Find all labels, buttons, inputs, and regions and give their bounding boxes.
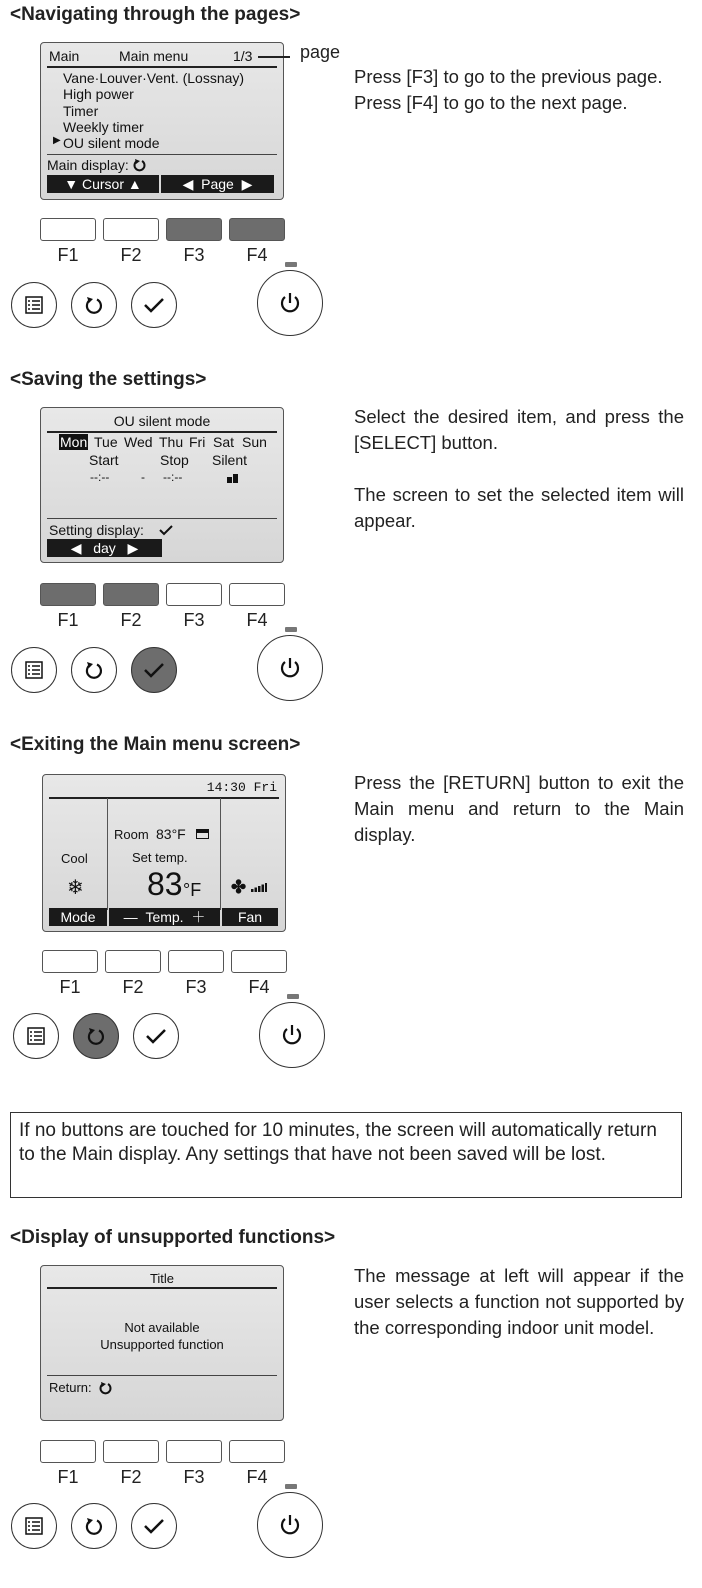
status-led [285,1484,297,1489]
lcd-bar-mode: Mode [49,908,107,926]
page-callout-line [258,56,290,58]
f4-button[interactable] [231,950,287,973]
f2-label: F2 [120,1467,142,1487]
menu-list-icon [25,296,43,314]
fan-speed-icon [251,883,267,892]
lcd-footer: Return: [49,1380,92,1395]
select-button[interactable] [131,282,177,328]
lcd-bar-temp: — Temp. ＋ [109,908,220,926]
f3-label: F3 [183,610,205,630]
lcd-left-title: Main [49,48,80,64]
day-fri: Fri [189,434,206,450]
lcd-title: OU silent mode [113,413,211,429]
menu-item: Timer [63,103,99,119]
section-heading-unsupported: <Display of unsupported functions> [10,1227,336,1248]
check-icon [142,1516,166,1536]
lcd-page-indicator: 1/3 [233,48,253,64]
power-button[interactable] [259,1002,325,1068]
lcd-bar-day: ◀ day ▶ [47,539,162,557]
return-icon [84,1516,104,1536]
status-led [285,627,297,632]
f1-label: F1 [59,977,81,997]
f1-button[interactable] [40,1440,96,1463]
set-temp-value: 83 [147,866,183,902]
day-sat: Sat [213,434,235,450]
set-temp-label: Set temp. [132,850,188,865]
mode-label: Cool [61,851,88,866]
f2-button[interactable] [103,1440,159,1463]
day-wed: Wed [124,434,153,450]
lcd-divider [220,798,221,910]
menu-item: High power [63,86,134,102]
f2-button[interactable] [103,218,159,241]
lcd-time: 14:30 Fri [206,780,277,795]
f1-button[interactable] [40,218,96,241]
lcd-bar-page: ◀ Page ▶ [161,175,274,193]
section-description: The message at left will appear if the user selects a function not supported by the corresponding indoor unit model. [354,1265,684,1338]
f3-button[interactable] [168,950,224,973]
f1-button[interactable] [40,583,96,606]
power-button[interactable] [257,1492,323,1558]
start-time: --:-- [90,470,110,484]
power-icon [277,1512,303,1538]
lcd-main-display [42,774,286,932]
f2-button[interactable] [103,583,159,606]
day-tue: Tue [94,434,118,450]
f1-button[interactable] [42,950,98,973]
day-thu: Thu [159,434,184,450]
menu-button[interactable] [11,1503,57,1549]
lcd-divider [107,798,108,910]
return-icon [86,1026,106,1046]
f3-button[interactable] [166,218,222,241]
menu-item-selected: OU silent mode [63,135,160,151]
f2-button[interactable] [105,950,161,973]
day-sun: Sun [242,434,267,450]
power-button[interactable] [257,270,323,336]
f4-button[interactable] [229,1440,285,1463]
f4-label: F4 [248,977,270,997]
lcd-title: Main menu [119,48,189,64]
f3-label: F3 [183,245,205,265]
page-callout-label: page [300,42,341,62]
return-button[interactable] [71,1503,117,1549]
room-temp: 83°F [156,826,186,842]
section-description: Press the [RETURN] button to exit the Main menu and return to the Main display. [354,772,684,845]
stop-time: --:-- [163,470,183,484]
power-button[interactable] [257,635,323,701]
f1-label: F1 [57,245,79,265]
fan-icon: ✤ [231,877,247,897]
menu-list-icon [25,1517,43,1535]
f2-label: F2 [120,610,142,630]
section-description: Press [F3] to go to the previous page. Press [F4] to go to the next page. [354,66,663,113]
f4-button[interactable] [229,583,285,606]
section-heading-exiting: <Exiting the Main menu screen> [10,734,301,755]
menu-list-icon [25,661,43,679]
f4-button[interactable] [229,218,285,241]
select-button-pressed[interactable] [131,647,177,693]
f2-label: F2 [122,977,144,997]
timeout-note: If no buttons are touched for 10 minutes, the screen will automatically return to the Main display. Any settings that have not been saved will be lost. [10,1112,682,1198]
section-heading-saving: <Saving the settings> [10,369,207,390]
lcd-title: Title [149,1271,175,1286]
lcd-unsupported [40,1265,284,1421]
snowflake-icon: ❄ [67,877,84,899]
f3-button[interactable] [166,1440,222,1463]
select-button[interactable] [131,1503,177,1549]
section-heading-navigating: <Navigating through the pages> [10,4,301,25]
f3-label: F3 [183,1467,205,1487]
return-icon [133,158,147,172]
f3-label: F3 [185,977,207,997]
unsupported-function-text: Unsupported function [100,1337,224,1352]
f4-label: F4 [246,610,268,630]
day-mon-selected: Mon [60,434,88,450]
check-icon [144,1026,168,1046]
lcd-ou-silent-mode [40,407,284,563]
time-separator: - [141,470,145,484]
return-icon [84,660,104,680]
return-button[interactable] [71,282,117,328]
lcd-bar-cursor: ▼ Cursor ▲ [47,175,159,193]
return-button-pressed[interactable] [73,1013,119,1059]
return-icon [84,295,104,315]
f3-button[interactable] [166,583,222,606]
power-icon [279,1022,305,1048]
col-silent: Silent [212,452,248,468]
menu-item: Weekly timer [63,119,144,135]
menu-button[interactable] [11,647,57,693]
set-temp-unit: °F [183,880,202,900]
f1-label: F1 [57,1467,79,1487]
col-start: Start [89,452,119,468]
return-icon [99,1381,113,1395]
power-icon [277,655,303,681]
f4-label: F4 [246,245,268,265]
menu-button[interactable] [13,1013,59,1059]
section-description: Select the desired item, and press the [SELECT] button. The screen to set the selected item will appear. [354,406,684,531]
f1-label: F1 [57,610,79,630]
status-led [287,994,299,999]
check-icon [142,660,166,680]
status-led [285,262,297,267]
menu-list-icon [27,1027,45,1045]
filter-icon [196,829,209,839]
return-button[interactable] [71,647,117,693]
f2-label: F2 [120,245,142,265]
menu-item: Vane·Louver·Vent. (Lossnay) [63,70,245,86]
f4-label: F4 [246,1467,268,1487]
select-button[interactable] [133,1013,179,1059]
power-icon [277,290,303,316]
check-icon [158,524,174,536]
lcd-bar-fan: Fan [222,908,278,926]
cursor-arrow-icon: ▶ [53,135,61,146]
room-label: Room [114,827,149,842]
col-stop: Stop [160,452,189,468]
not-available-text: Not available [124,1320,200,1335]
lcd-main-menu [40,42,284,200]
lcd-footer: Main display: [47,157,129,173]
silent-level-icon [227,474,239,483]
lcd-footer: Setting display: [49,522,144,538]
menu-button[interactable] [11,282,57,328]
check-icon [142,295,166,315]
